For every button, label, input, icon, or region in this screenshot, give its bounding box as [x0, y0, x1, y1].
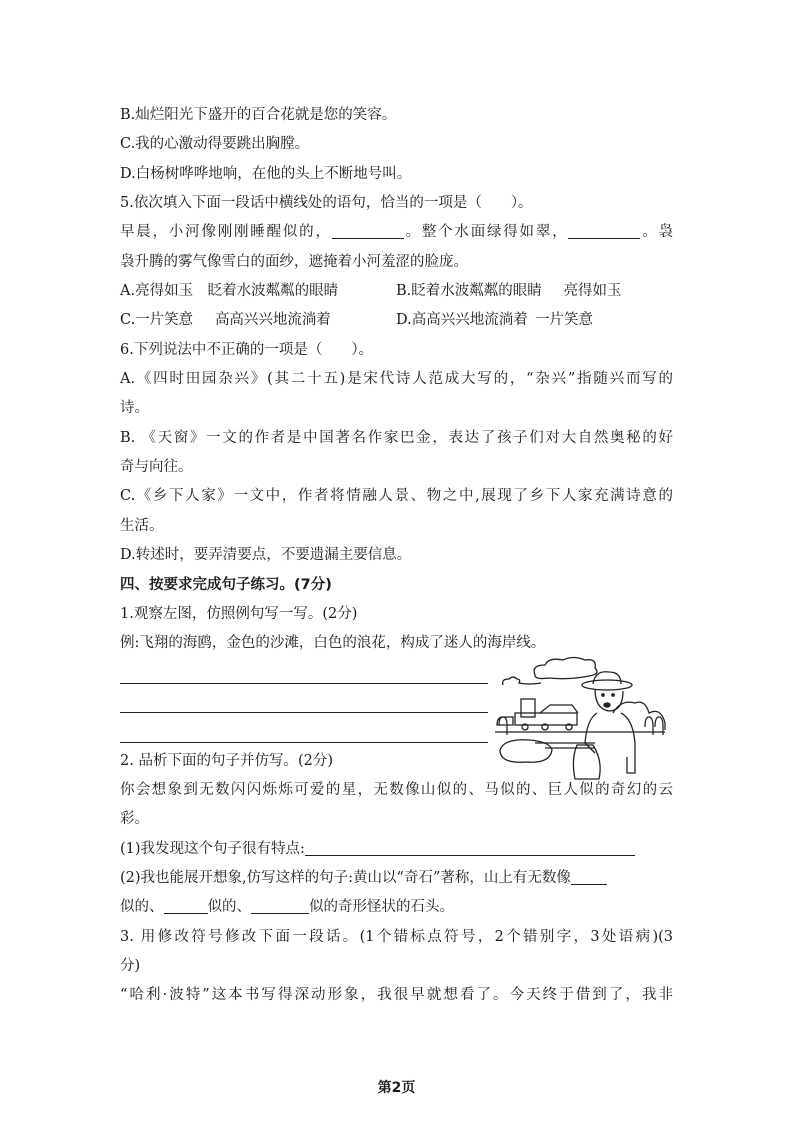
hat-top	[593, 672, 621, 684]
q5-option-d: D.高高兴兴地流淌着 一片笑意	[396, 312, 593, 329]
q5-options-row1	[120, 277, 673, 306]
q6-option-c-cont: 生活。	[120, 517, 164, 534]
s4-q2-sentence: 你会想象到无数闪闪烁烁可爱的星，无数像山似的、马似的、巨人似的奇幻的云	[120, 781, 673, 798]
s4-q2-stem: 2. 品析下面的句子并仿写。(2分)	[120, 752, 333, 769]
cloud-icon	[534, 658, 597, 679]
q6-stem: 6.下列说法中不正确的一项是（ ）。	[120, 341, 374, 358]
hills	[613, 702, 665, 730]
q5-option-b: B.眨着水波粼粼的眼睛 亮得如玉	[396, 283, 622, 300]
s4-q2-blank-2[interactable]	[164, 897, 208, 914]
s4-q1-example: 例:飞翔的海鸥，金色的沙滩，白色的浪花，构成了迷人的海岸线。	[120, 635, 546, 652]
q5-stem: 5.依次填入下面一段话中横线处的语句，恰当的一项是（ ）。	[120, 195, 533, 212]
q6-option-d: D.转述时，要弄清要点，不要遗漏主要信息。	[120, 547, 412, 564]
q6-option-b: B. 《天窗》一文的作者是中国著名作家巴金，表达了孩子们对大自然奥秘的好	[120, 429, 673, 446]
q5-option-a: A.亮得如玉 眨着水波粼粼的眼睛	[120, 283, 339, 300]
s4-text: 似的、	[120, 899, 164, 916]
q4-option-b: B.灿烂阳光下盛开的百合花就是您的笑容。	[120, 107, 397, 123]
s4-q3-passage: “哈利·波特”这本书写得深动形象，我很早就想看了。今天终于借到了，我非	[120, 987, 673, 1004]
hat-brim	[582, 680, 632, 690]
s4-text: 似的、	[207, 899, 251, 916]
sack	[573, 745, 600, 779]
s4-q1-stem: 1.观察左图，仿照例句写一写。(2分)	[120, 605, 358, 622]
q6-option-c: C.《乡下人家》一文中，作者将情融人景、物之中,展现了乡下人家充满诗意的	[120, 488, 673, 505]
s4-q2-blank-3[interactable]	[251, 897, 309, 914]
s4-text: 似的奇形怪状的石头。	[309, 899, 454, 916]
q5-text: 早晨，小河像刚刚睡醒似的，	[120, 224, 332, 241]
cartoon-illustration	[485, 655, 675, 780]
q4-option-c: C.我的心激动得要跳出胸膛。	[120, 136, 310, 153]
q6-option-a: A.《四时田园杂兴》(其二十五)是宋代诗人范成大写的，“杂兴”指随兴而写的	[120, 371, 673, 388]
train-body	[515, 713, 577, 725]
q6-option-a-cont: 诗。	[120, 400, 149, 417]
q5-text: 。整个水面绿得如翠，	[403, 224, 569, 241]
q5-passage-line1	[120, 218, 673, 247]
s4-q2-sub1-label: (1)我发现这个句子很有特点:	[120, 840, 305, 857]
q5-blank-1[interactable]	[332, 222, 404, 239]
s4-q2-blank-1[interactable]	[571, 868, 607, 885]
q6-option-b-cont: 奇与向往。	[120, 459, 193, 476]
s4-q2-sub2	[120, 864, 673, 893]
q5-options-row2	[120, 306, 673, 335]
q5-blank-2[interactable]	[568, 222, 640, 239]
q5-text: 。袅	[640, 224, 674, 241]
s4-q3-stem-cont: 分)	[120, 957, 141, 974]
section-heading: 四、按要求完成句子练习。(7分)	[120, 576, 332, 593]
s4-q2-sub1	[120, 835, 673, 864]
q4-option-d: D.白杨树哗哗地响，在他的头上不断地号叫。	[120, 165, 412, 182]
face	[595, 689, 623, 711]
q5-option-c: C.一片笑意 高高兴兴地流淌着	[120, 312, 331, 329]
s4-q3-stem: 3. 用修改符号修改下面一段话。(1个错标点符号，2个错别字，3处语病)(3	[120, 928, 673, 945]
s4-q2-sub1-blank[interactable]	[305, 839, 635, 856]
page-content	[120, 101, 673, 1011]
s4-q2-sentence-cont: 彩。	[120, 811, 149, 828]
car-shape	[540, 705, 578, 713]
s4-q2-sub2-text: (2)我也能展开想象,仿写这样的句子:黄山以“奇石”著称，山上有无数像	[120, 869, 571, 886]
small-cloud-icon	[503, 677, 541, 685]
s4-q2-sub2-cont	[120, 893, 673, 922]
page-number: 第2页	[377, 1080, 416, 1096]
q5-passage-line2: 袅升腾的雾气像雪白的面纱，遮掩着小河羞涩的脸庞。	[120, 253, 468, 270]
train-cab	[521, 699, 535, 717]
